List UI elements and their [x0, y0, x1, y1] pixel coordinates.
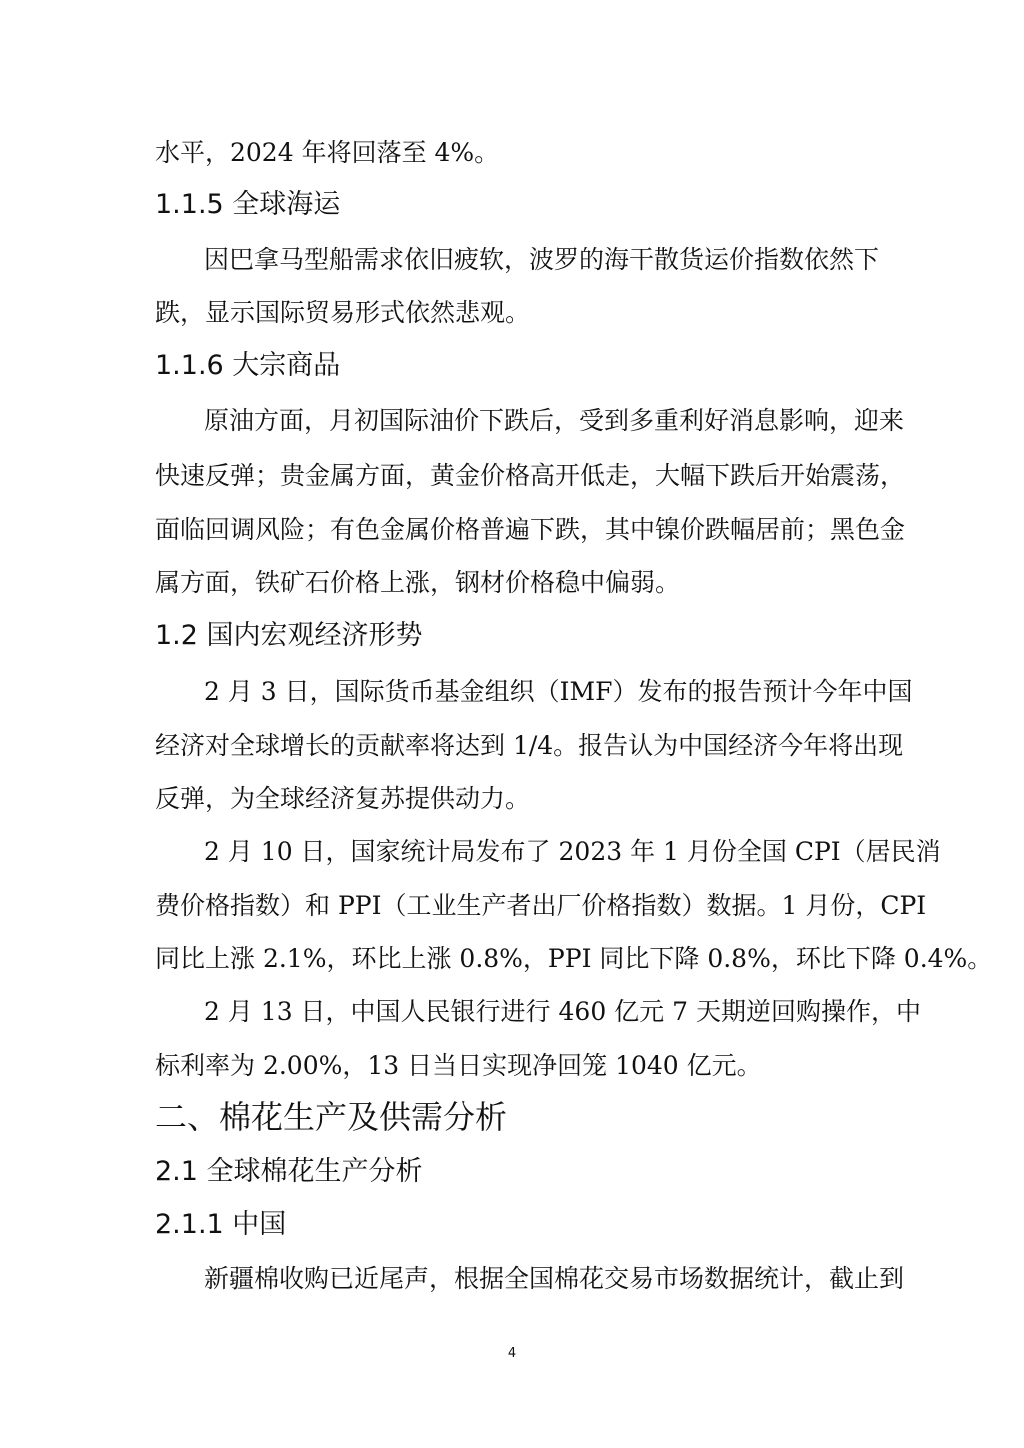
paragraph-line: 反弹，为全球经济复苏提供动力。 — [155, 784, 531, 813]
paragraph-line: 2 月 10 日，国家统计局发布了 2023 年 1 月份全国 CPI（居民消 — [204, 837, 941, 866]
paragraph-line: 快速反弹；贵金属方面，黄金价格高开低走，大幅下跌后开始震荡， — [155, 461, 906, 490]
paragraph-line: 费价格指数）和 PPI（工业生产者出厂价格指数）数据。1 月份，CPI — [155, 891, 927, 920]
paragraph-line: 跌，显示国际贸易形式依然悲观。 — [155, 298, 531, 327]
paragraph-line: 因巴拿马型船需求依旧疲软，波罗的海干散货运价指数依然下 — [204, 245, 880, 274]
paragraph-line: 水平，2024 年将回落至 4%。 — [155, 138, 500, 167]
paragraph-line: 新疆棉收购已近尾声，根据全国棉花交易市场数据统计，截止到 — [204, 1264, 905, 1293]
chapter-heading-2: 二、棉花生产及供需分析 — [155, 1098, 508, 1136]
paragraph-line: 标利率为 2.00%，13 日当日实现净回笼 1040 亿元。 — [155, 1051, 762, 1080]
paragraph-line: 同比上涨 2.1%，环比上涨 0.8%，PPI 同比下降 0.8%，环比下降 0.4%。 — [155, 944, 993, 973]
paragraph-line: 面临回调风险；有色金属价格普遍下跌，其中镍价跌幅居前；黑色金 — [155, 515, 906, 544]
paragraph-line: 2 月 13 日，中国人民银行进行 460 亿元 7 天期逆回购操作，中 — [204, 997, 921, 1026]
section-heading-1-1-6: 1.1.6 大宗商品 — [155, 350, 341, 381]
section-heading-2-1-1: 2.1.1 中国 — [155, 1209, 287, 1240]
paragraph-line: 原油方面，月初国际油价下跌后，受到多重利好消息影响，迎来 — [204, 406, 905, 435]
section-heading-1-1-5: 1.1.5 全球海运 — [155, 189, 341, 220]
paragraph-line: 经济对全球增长的贡献率将达到 1/4。报告认为中国经济今年将出现 — [155, 731, 904, 760]
page-number: 4 — [507, 1346, 517, 1361]
paragraph-line: 2 月 3 日，国际货币基金组织（IMF）发布的报告预计今年中国 — [204, 677, 913, 706]
section-heading-1-2: 1.2 国内宏观经济形势 — [155, 620, 423, 651]
paragraph-line: 属方面，铁矿石价格上涨，钢材价格稳中偏弱。 — [155, 568, 681, 597]
section-heading-2-1: 2.1 全球棉花生产分析 — [155, 1156, 423, 1187]
